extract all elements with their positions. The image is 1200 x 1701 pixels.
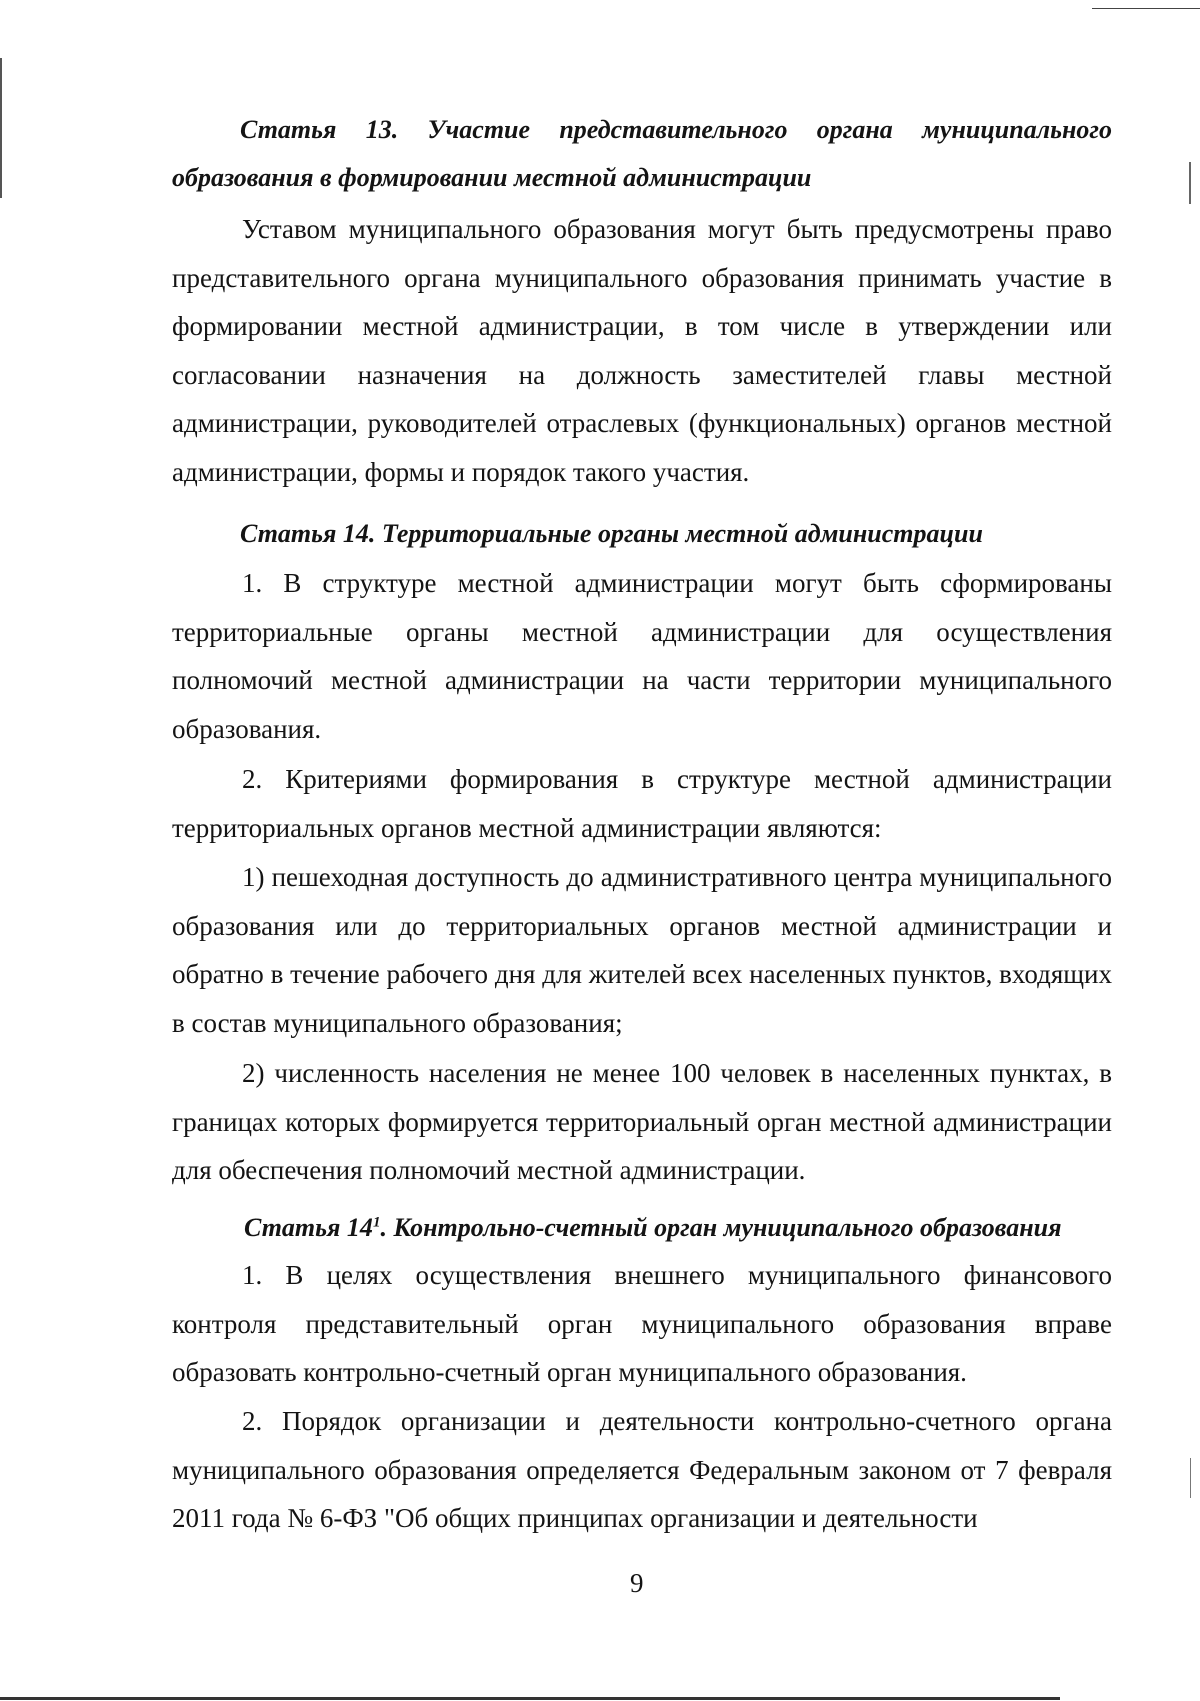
article-13-heading: Статья 13. Участие представительного органа муниципального образования в формировании местной администрации: [172, 115, 1112, 192]
scan-margin-mark: [0, 58, 2, 198]
scan-margin-mark: [1190, 1458, 1191, 1498]
article-14-list-item-2: 2) численность населения не менее 100 человек в населенных пунктах, в границах которых формируется территориальный орган местной администрации для обеспечения полномочий местной администрации.: [172, 1058, 1112, 1186]
article-14-heading: Статья 14. Территориальные органы местной администрации: [240, 519, 983, 548]
scan-edge-line: [0, 1697, 1060, 1700]
scan-margin-mark: [1189, 162, 1191, 204]
article-13-paragraph: Уставом муниципального образования могут быть предусмотрены право представительного органа муниципального образования принимать участие в формировании местной администрации, в том числе в утверждении или согласовании назначения на должность заместителей главы местной администрации, руководителей отраслевых (функциональных) органов местной администрации, формы и порядок такого участия.: [172, 214, 1112, 487]
article-14-1-heading-prefix: Статья 14: [244, 1213, 373, 1242]
page-number: 9: [630, 1568, 644, 1598]
article-14-list-item-1: 1) пешеходная доступность до административного центра муниципального образования или до территориальных органов местной администрации и обратно в течение рабочего дня для жителей всех населенных пунктов, входящих в состав муниципального образования;: [172, 862, 1112, 1038]
article-14-1-paragraph-1: 1. В целях осуществления внешнего муниципального финансового контроля представительный орган муниципального образования вправе образовать контрольно-счетный орган муниципального образования.: [172, 1260, 1112, 1388]
article-14-paragraph-2: 2. Критериями формирования в структуре местной администрации территориальных органов местной администрации являются:: [172, 764, 1112, 843]
scan-edge-line: [1092, 8, 1200, 9]
article-14-1-heading: [244, 1204, 1062, 1252]
article-14-1-paragraph-2: 2. Порядок организации и деятельности контрольно-счетного органа муниципального образования определяется Федеральным законом от 7 февраля 2011 года № 6-ФЗ "Об общих принципах организации и деятельности: [172, 1406, 1112, 1534]
article-14-1-heading-superscript: 1: [372, 1214, 381, 1231]
article-14-1-heading-title: . Контрольно-счетный орган муниципального образования: [380, 1213, 1062, 1242]
article-14-paragraph-1: 1. В структуре местной администрации могут быть сформированы территориальные органы местной администрации для осуществления полномочий местной администрации на части территории муниципального образования.: [172, 568, 1112, 744]
